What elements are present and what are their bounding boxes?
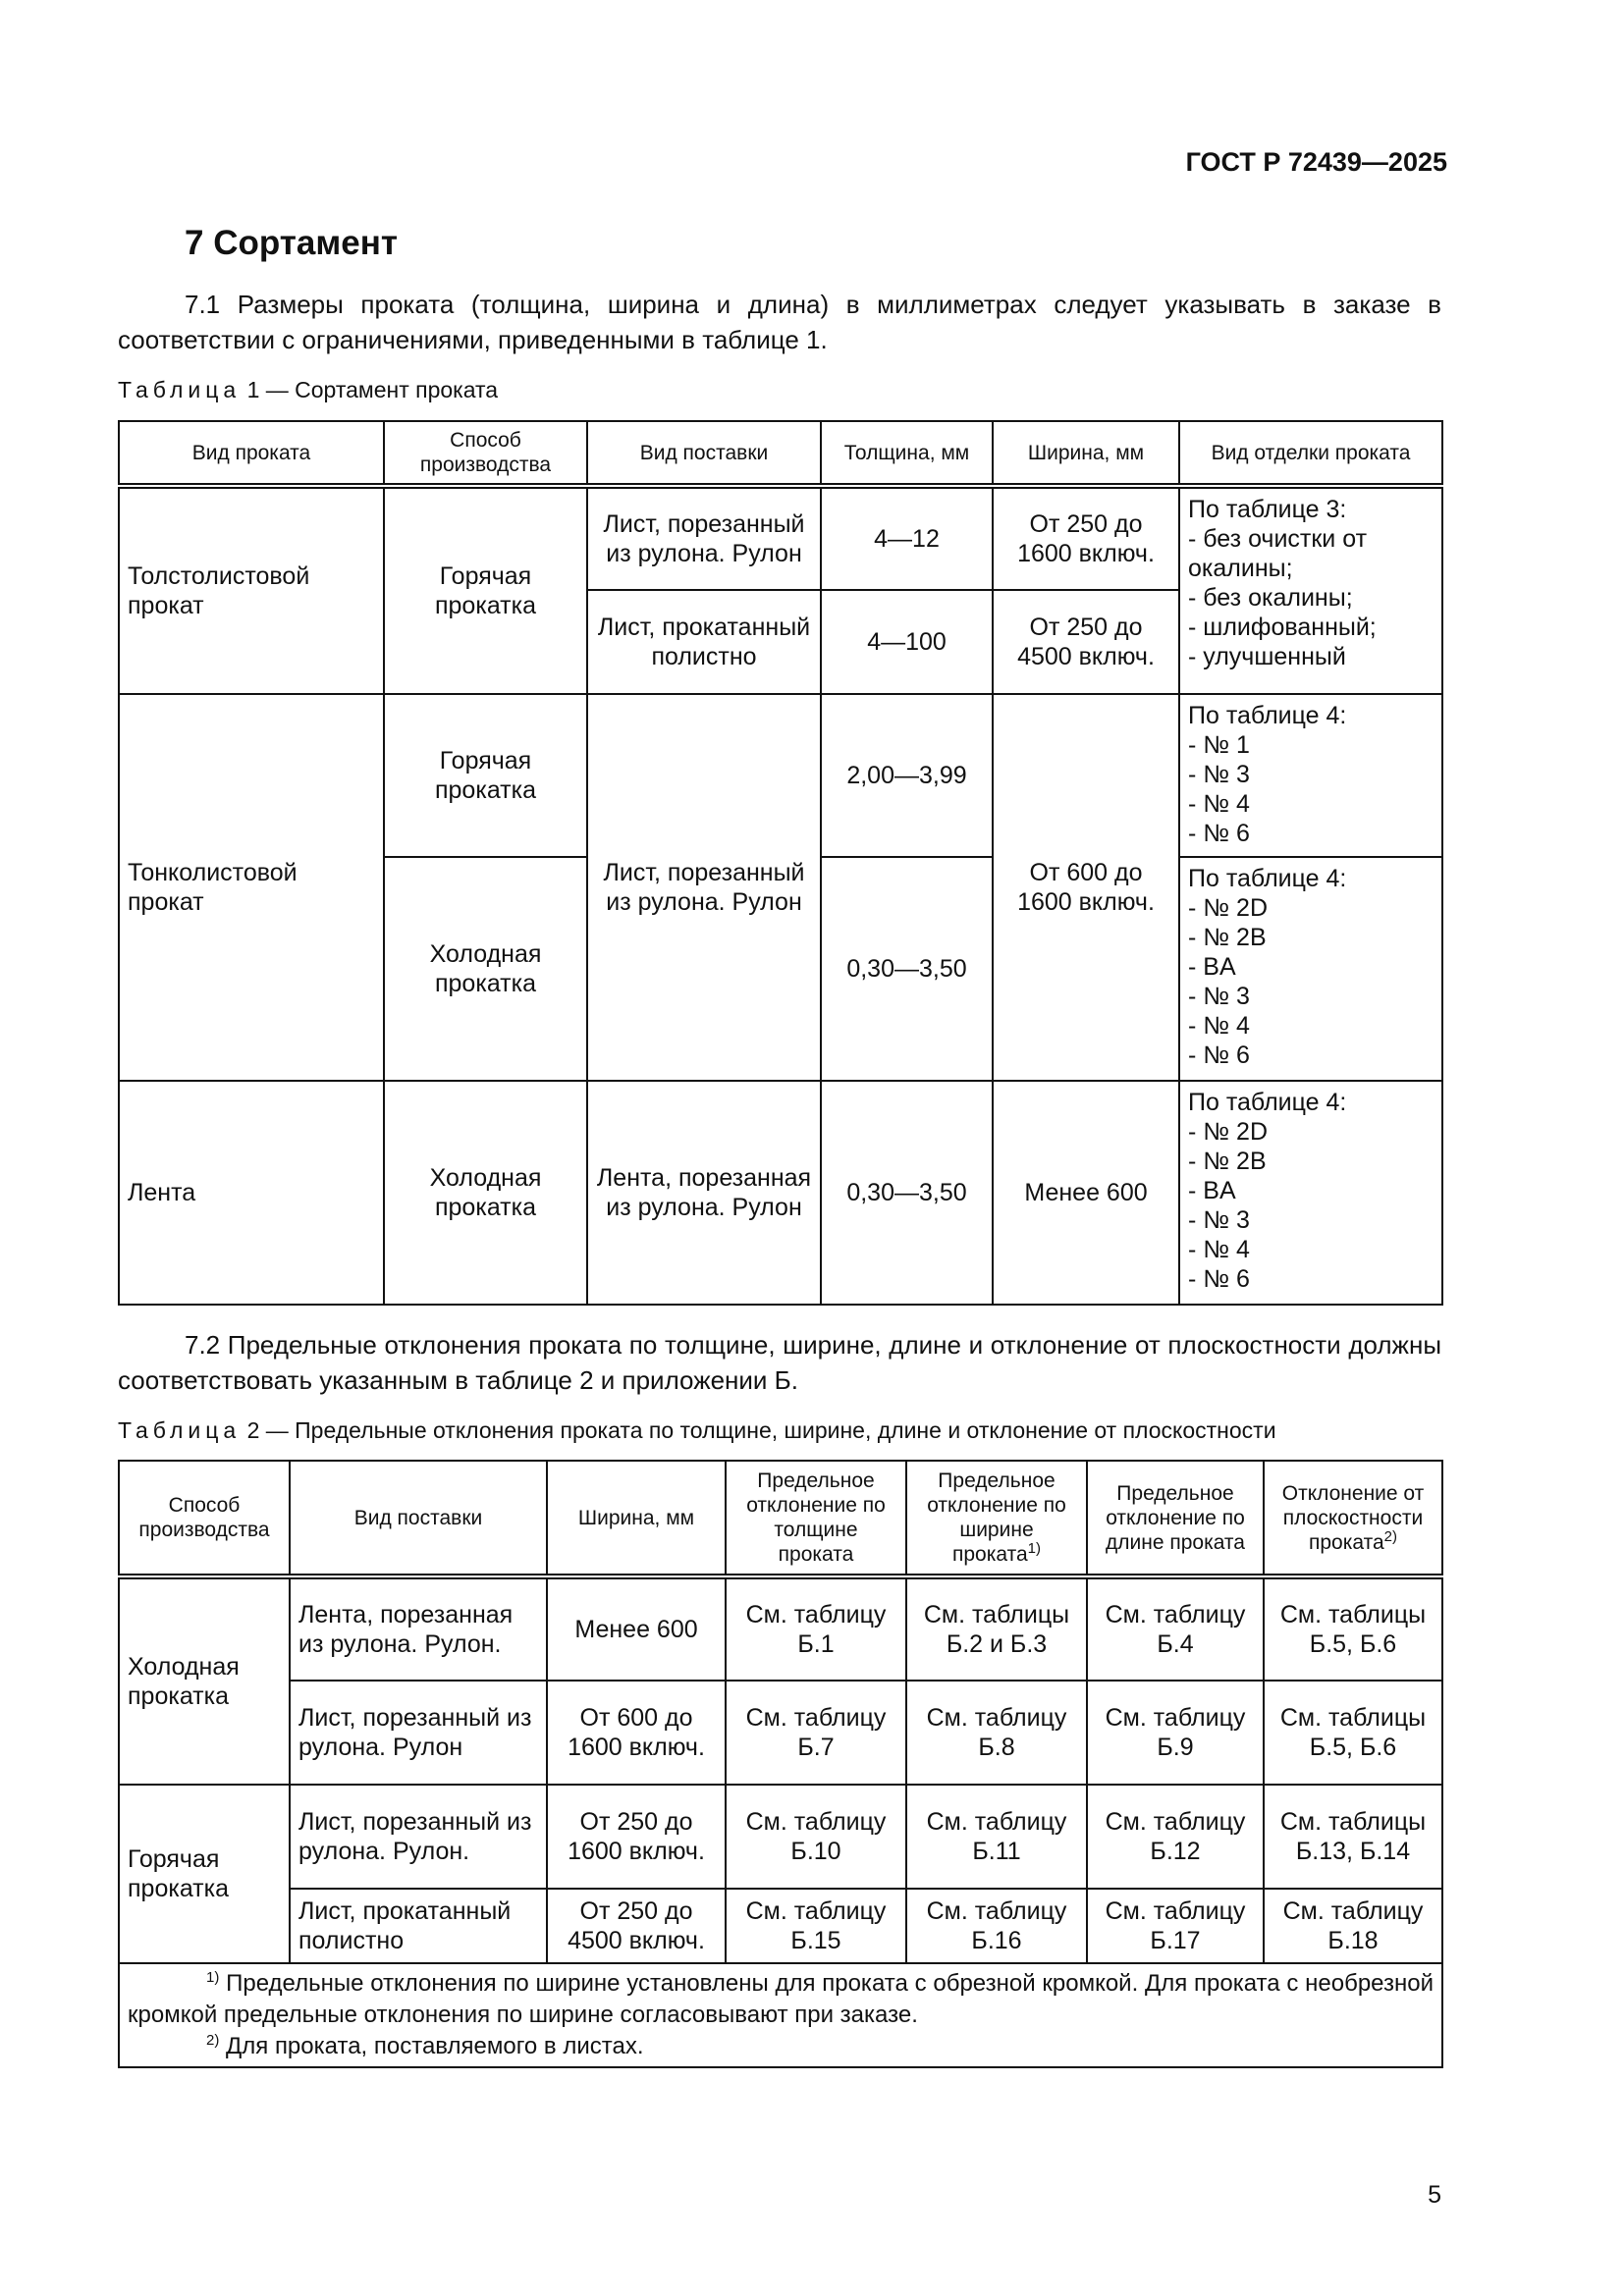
t1-cell-type: Толстолистовой прокат xyxy=(119,486,384,694)
t1-cell-width: Менее 600 xyxy=(993,1081,1179,1305)
t1-cell-thickness: 4—100 xyxy=(821,590,993,694)
t1-cell-thickness: 2,00—3,99 xyxy=(821,694,993,857)
t2-cell-ref: См. таблицы Б.13, Б.14 xyxy=(1264,1785,1442,1889)
finish-item: По таблице 4: xyxy=(1188,1089,1347,1116)
t1-cell-supply: Лист, прокатанный полистно xyxy=(587,590,821,694)
t2-cell-ref: См. таблицы Б.2 и Б.3 xyxy=(906,1576,1087,1681)
t1-cell-method: Горячая прокатка xyxy=(384,486,587,694)
t1-cell-thickness: 0,30—3,50 xyxy=(821,857,993,1081)
paragraph-7-2: 7.2 Предельные отклонения проката по толщине, ширине, длине и отклонение от плоскостности должны соответствовать указанным в таблице 2 и приложении Б. xyxy=(118,1330,1441,1395)
t2-cell-ref: См. таблицу Б.1 xyxy=(726,1576,906,1681)
finish-item: - BA xyxy=(1188,1177,1236,1204)
page-number: 5 xyxy=(1428,2181,1441,2209)
t2-cell-ref: См. таблицы Б.5, Б.6 xyxy=(1264,1681,1442,1785)
table-assortment xyxy=(118,420,1443,1306)
table2-caption: Таблица 2 — Предельные отклонения проката по толщине, ширине, длине и отклонение от плоскостности xyxy=(118,1417,1276,1443)
finish-item: - № 3 xyxy=(1188,761,1250,788)
finish-item: - № 2B xyxy=(1188,1148,1267,1175)
t1-cell-finish xyxy=(1179,1081,1442,1305)
t1-header: Вид поставки xyxy=(587,421,821,486)
t1-cell-method: Холодная прокатка xyxy=(384,1081,587,1305)
finish-item: - улучшенный xyxy=(1188,643,1346,670)
t1-cell-type: Тонколистовой прокат xyxy=(119,694,384,1081)
t2-cell-ref: См. таблицу Б.12 xyxy=(1087,1785,1264,1889)
t1-header: Способ производства xyxy=(384,421,587,486)
t1-header: Толщина, мм xyxy=(821,421,993,486)
t1-header: Вид проката xyxy=(119,421,384,486)
t2-cell-ref: См. таблицу Б.7 xyxy=(726,1681,906,1785)
document-code: ГОСТ Р 72439—2025 xyxy=(1185,147,1447,177)
t2-header: Вид поставки xyxy=(290,1461,547,1576)
t1-cell-supply: Лента, порезанная из рулона. Рулон xyxy=(587,1081,821,1305)
finish-item: - № 6 xyxy=(1188,1041,1250,1069)
t2-header: Отклонение от плоскостности проката$^{2)}$ xyxy=(1264,1461,1442,1576)
finish-item: - без окалины; xyxy=(1188,584,1353,612)
t1-cell-width: От 600 до 1600 включ. xyxy=(993,694,1179,1081)
t1-cell-type: Лента xyxy=(119,1081,384,1305)
t1-cell-width: От 250 до 1600 включ. xyxy=(993,486,1179,590)
t1-header: Ширина, мм xyxy=(993,421,1179,486)
t2-cell-ref: См. таблицы Б.5, Б.6 xyxy=(1264,1576,1442,1681)
section-title: 7 Сортамент xyxy=(185,224,399,262)
t2-cell-width: Менее 600 xyxy=(547,1576,726,1681)
t1-cell-thickness: 0,30—3,50 xyxy=(821,1081,993,1305)
finish-item: - № 3 xyxy=(1188,1206,1250,1234)
finish-item: По таблице 3: xyxy=(1188,496,1347,523)
t1-cell-supply: Лист, порезанный из рулона. Рулон xyxy=(587,694,821,1081)
paragraph-7-1: 7.1 Размеры проката (толщина, ширина и длина) в миллиметрах следует указывать в заказе в соответствии с ограничениями, приведенными в таблице 1. xyxy=(118,290,1441,354)
footnote-mark: 2) xyxy=(1383,1527,1397,1545)
t2-header: Способ производства xyxy=(119,1461,290,1576)
t2-cell-supply: Лист, прокатанный полистно xyxy=(290,1889,547,1963)
t2-cell-method: Горячая прокатка xyxy=(119,1785,290,1963)
footnote-1: $^{1)}$ Предельные отклонения по ширине установлены для проката с обрезной кромкой. Для проката с необрезной кромкой предельные отклонения по ширине согласовывают при заказе. xyxy=(128,1969,1435,2028)
t2-header: Предельное отклонение по длине проката xyxy=(1087,1461,1264,1576)
t2-cell-width: От 250 до 1600 включ. xyxy=(547,1785,726,1889)
t1-cell-thickness: 4—12 xyxy=(821,486,993,590)
footnote-2: $^{2)}$ Для проката, поставляемого в листах. xyxy=(206,2032,644,2059)
finish-item: - № 4 xyxy=(1188,1012,1250,1040)
t2-cell-ref: См. таблицу Б.8 xyxy=(906,1681,1087,1785)
t2-cell-ref: См. таблицу Б.16 xyxy=(906,1889,1087,1963)
t2-cell-ref: См. таблицу Б.17 xyxy=(1087,1889,1264,1963)
finish-item: По таблице 4: xyxy=(1188,702,1347,729)
finish-item: По таблице 4: xyxy=(1188,865,1347,892)
t2-cell-ref: См. таблицу Б.15 xyxy=(726,1889,906,1963)
t2-cell-width: От 250 до 4500 включ. xyxy=(547,1889,726,1963)
table1-caption: Таблица 1 — Сортамент проката xyxy=(118,377,499,402)
t2-cell-ref: См. таблицу Б.11 xyxy=(906,1785,1087,1889)
t2-cell-ref: См. таблицу Б.10 xyxy=(726,1785,906,1889)
t2-cell-method: Холодная прокатка xyxy=(119,1576,290,1785)
finish-item: - № 2B xyxy=(1188,924,1267,951)
finish-item: - № 2D xyxy=(1188,894,1268,922)
finish-item: - № 1 xyxy=(1188,731,1250,759)
t1-cell-finish xyxy=(1179,857,1442,1081)
finish-item: - № 3 xyxy=(1188,983,1250,1010)
t1-cell-width: От 250 до 4500 включ. xyxy=(993,590,1179,694)
t2-cell-ref: См. таблицу Б.4 xyxy=(1087,1576,1264,1681)
finish-item: - № 6 xyxy=(1188,820,1250,847)
finish-item: - без очистки от окалины; xyxy=(1188,525,1368,582)
t2-cell-ref: См. таблицу Б.9 xyxy=(1087,1681,1264,1785)
table2-footnotes xyxy=(119,1963,1442,2067)
t2-cell-supply: Лист, порезанный из рулона. Рулон xyxy=(290,1681,547,1785)
t1-header: Вид отделки проката xyxy=(1179,421,1442,486)
finish-item: - № 2D xyxy=(1188,1118,1268,1146)
finish-item: - № 4 xyxy=(1188,790,1250,818)
finish-item: - шлифованный; xyxy=(1188,614,1377,641)
t1-cell-supply: Лист, порезанный из рулона. Рулон xyxy=(587,486,821,590)
t1-cell-method: Холодная прокатка xyxy=(384,857,587,1081)
t2-header: Ширина, мм xyxy=(547,1461,726,1576)
finish-item: - № 4 xyxy=(1188,1236,1250,1263)
t2-cell-width: От 600 до 1600 включ. xyxy=(547,1681,726,1785)
t2-header: Предельное отклонение по толщине проката xyxy=(726,1461,906,1576)
t2-cell-supply: Лист, порезанный из рулона. Рулон. xyxy=(290,1785,547,1889)
finish-item: - № 6 xyxy=(1188,1265,1250,1293)
t2-cell-ref: См. таблицу Б.18 xyxy=(1264,1889,1442,1963)
table-tolerances xyxy=(118,1460,1443,2068)
t1-cell-finish xyxy=(1179,486,1442,694)
t2-header: Предельное отклонение по ширине проката$^{1)}$ xyxy=(906,1461,1087,1576)
finish-item: - BA xyxy=(1188,953,1236,981)
t1-cell-method: Горячая прокатка xyxy=(384,694,587,857)
t1-cell-finish xyxy=(1179,694,1442,857)
footnote-mark: 1) xyxy=(1027,1540,1041,1557)
t2-cell-supply: Лента, порезанная из рулона. Рулон. xyxy=(290,1576,547,1681)
